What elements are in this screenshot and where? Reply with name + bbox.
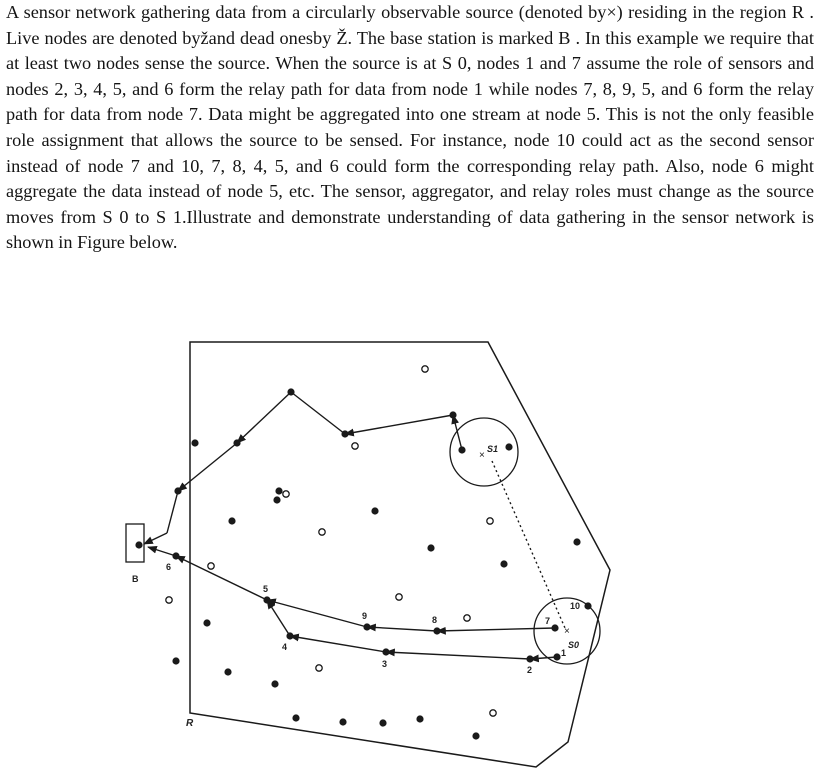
live-node-9 (363, 623, 370, 630)
base-station-label: B (132, 574, 139, 584)
dead-node (464, 615, 470, 621)
live-node (573, 538, 580, 545)
dead-node (208, 563, 214, 569)
live-node (224, 668, 231, 675)
live-node-1 (553, 653, 560, 660)
dead-node (422, 366, 428, 372)
node-label-10: 10 (570, 601, 581, 611)
node-label-3: 3 (382, 659, 388, 669)
problem-paragraph: A sensor network gathering data from a circularly observable source (denoted by×) residing in the region R . Live nodes are denoted byžand dead onesby Ž. The base station is marked B . In this example we require that at least two nodes sense the source. When the source is at S 0, nodes 1 and 7 assume the role of sensors and nodes 2, 3, 4, 5, and 6 form the relay path for data from node 1 while nodes 7, 8, 9, 5, and 6 form the relay path for data from node 7. Data might be aggregated into one stream at node 5. This is not the only feasible role assignment that allows the source to be sensed. For instance, node 10 could act as the second sensor instead of node 7 and 10, 7, 8, 4, 5, and 6 could form the corresponding relay path. Also, node 6 might aggregate the data instead of node 5, etc. The sensor, aggregator, and relay roles must change as the source moves from S 0 to S 1.Illustrate and demonstrate understanding of data gathering in the sensor network is shown in Figure below. (6, 2, 814, 253)
live-node (273, 496, 280, 503)
relay-paths (144, 392, 557, 659)
node-label-7: 7 (545, 616, 551, 626)
dead-node (283, 491, 289, 497)
dead-node (352, 443, 358, 449)
live-node (172, 657, 179, 664)
source-marker-s1: × (479, 450, 485, 461)
source-trajectory (492, 461, 565, 628)
region-label: R (186, 718, 194, 729)
live-node (203, 619, 210, 626)
live-node-2 (526, 655, 533, 662)
node-label-8: 8 (432, 615, 438, 625)
dead-nodes (166, 366, 499, 716)
live-node (458, 446, 465, 453)
node-label-9: 9 (362, 611, 368, 621)
live-node (135, 541, 142, 548)
source-label-s0: S0 (568, 640, 580, 650)
live-node (339, 718, 346, 725)
live-node (287, 388, 294, 395)
node-label-6: 6 (166, 562, 172, 572)
live-node (233, 439, 240, 446)
live-node (341, 430, 348, 437)
live-node-4 (286, 632, 293, 639)
live-node (292, 714, 299, 721)
live-node-10 (584, 602, 591, 609)
source-marker-s0: × (564, 626, 570, 637)
live-node (228, 517, 235, 524)
source-label-s1: S1 (487, 444, 499, 454)
live-node-3 (382, 648, 389, 655)
live-node-5 (263, 596, 270, 603)
live-node-7 (551, 624, 558, 631)
live-node-8 (433, 627, 440, 634)
live-node (505, 443, 512, 450)
live-node (275, 487, 282, 494)
live-node (379, 719, 386, 726)
dead-node (396, 594, 402, 600)
live-nodes (135, 388, 591, 739)
dead-node (166, 597, 172, 603)
live-node (271, 680, 278, 687)
live-node (416, 715, 423, 722)
region-boundary (190, 342, 610, 767)
node-label-4: 4 (282, 642, 288, 652)
node-label-2: 2 (527, 665, 533, 675)
live-node (427, 544, 434, 551)
live-node (472, 732, 479, 739)
dead-node (487, 518, 493, 524)
dead-node (316, 665, 322, 671)
node-label-5: 5 (263, 584, 269, 594)
live-node (174, 487, 181, 494)
live-node (500, 560, 507, 567)
node-label-1: 1 (561, 648, 567, 658)
live-node-6 (172, 552, 179, 559)
live-node (449, 411, 456, 418)
dead-node (319, 529, 325, 535)
live-node (191, 439, 198, 446)
dead-node (490, 710, 496, 716)
live-node (371, 507, 378, 514)
